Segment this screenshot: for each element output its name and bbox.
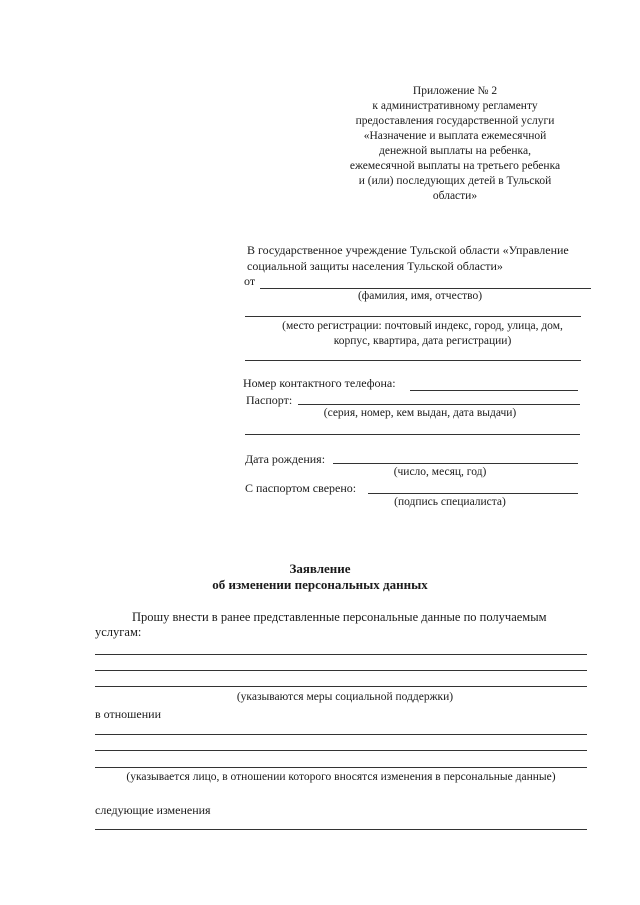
document-subtitle: об изменении персональных данных <box>212 577 428 592</box>
appendix-line: и (или) последующих детей в Тульской <box>358 175 552 187</box>
appendix-line: предоставления государственной услуги <box>355 115 555 127</box>
measures-field-line[interactable] <box>95 670 587 671</box>
registration-hint: (место регистрации: почтовый индекс, город, улица, дом, <box>282 320 563 332</box>
person-field-line[interactable] <box>95 734 587 735</box>
from-label: от <box>244 274 256 288</box>
intro-text: услугам: <box>95 625 142 639</box>
changes-label: следующие изменения <box>95 803 211 817</box>
verified-hint: (подпись специалиста) <box>394 496 506 508</box>
regarding-label: в отношении <box>95 707 162 721</box>
fio-hint: (фамилия, имя, отчество) <box>357 290 483 302</box>
passport-label: Паспорт: <box>246 393 293 407</box>
measures-hint: (указываются меры социальной поддержки) <box>236 691 454 703</box>
addressee-line: В государственное учреждение Тульской области «Управление <box>247 243 569 257</box>
intro-text: Прошу внести в ранее представленные персональные данные по получаемым <box>132 610 547 624</box>
appendix-line: области» <box>432 190 478 202</box>
phone-label: Номер контактного телефона: <box>243 376 396 390</box>
passport-hint: (серия, номер, кем выдан, дата выдачи) <box>323 407 517 419</box>
appendix-line: к административному регламенту <box>372 100 538 112</box>
appendix-line: денежной выплаты на ребенка, <box>379 145 531 157</box>
measures-field-line[interactable] <box>95 686 587 687</box>
addressee-line: социальной защиты населения Тульской области» <box>247 259 503 273</box>
document-title: Заявление <box>289 561 351 576</box>
verified-label: С паспортом сверено: <box>245 481 357 495</box>
person-field-line[interactable] <box>95 767 587 768</box>
registration-hint: корпус, квартира, дата регистрации) <box>333 335 512 347</box>
verified-field-line[interactable] <box>368 493 578 494</box>
phone-field-line[interactable] <box>410 390 578 391</box>
person-field-line[interactable] <box>95 750 587 751</box>
registration-field-line[interactable] <box>245 316 581 317</box>
measures-field-line[interactable] <box>95 654 587 655</box>
changes-field-line[interactable] <box>95 829 587 830</box>
birth-date-field-line[interactable] <box>333 463 578 464</box>
appendix-line: «Назначение и выплата ежемесячной <box>363 130 547 142</box>
person-hint: (указывается лицо, в отношении которого вносятся изменения в персональные данные) <box>126 771 556 783</box>
fio-field-line[interactable] <box>260 288 591 289</box>
birth-date-label: Дата рождения: <box>245 452 326 466</box>
registration-field-line[interactable] <box>245 360 581 361</box>
birth-date-hint: (число, месяц, год) <box>393 466 487 478</box>
appendix-number: Приложение № 2 <box>412 85 498 97</box>
passport-field-line[interactable] <box>245 434 580 435</box>
appendix-line: ежемесячной выплаты на третьего ребенка <box>349 160 561 172</box>
passport-field-line[interactable] <box>298 404 580 405</box>
